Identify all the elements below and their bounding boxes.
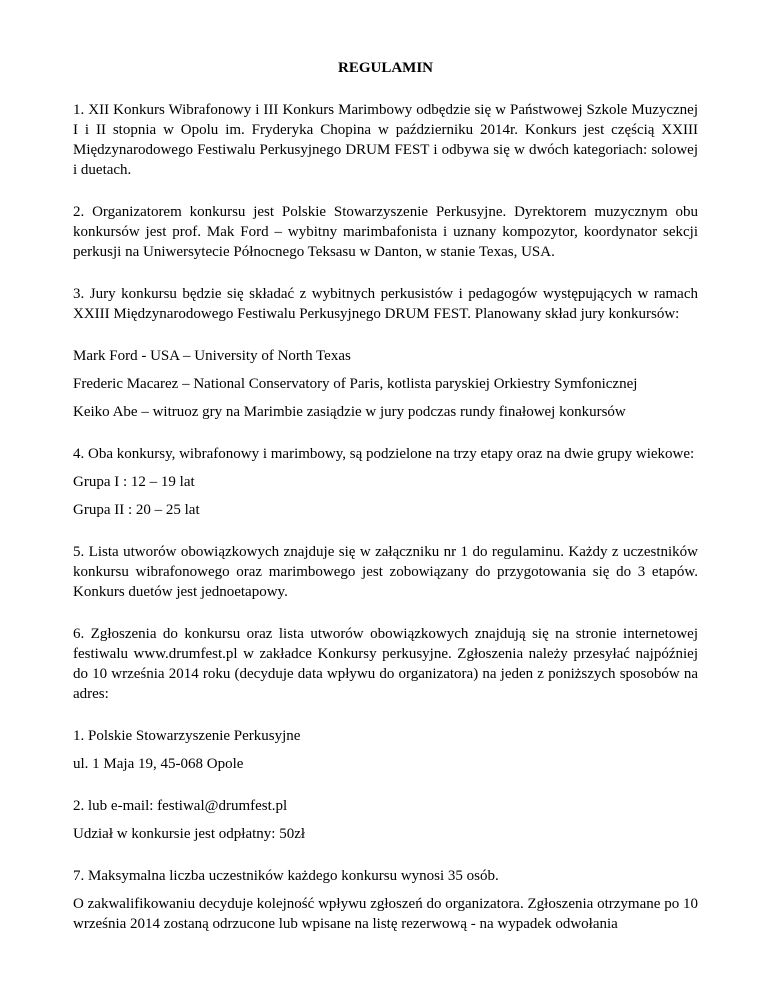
jury-list	[73, 346, 698, 422]
document-page	[73, 58, 698, 934]
paragraph-2: 2. Organizatorem konkursu jest Polskie Stowarzyszenie Perkusyjne. Dyrektorem muzycznym obu konkursów jest prof. Mak Ford – wybitny marimbafonista i uznany kompozytor, koordynator sekcji perkusji na Uniwersytecie Północnego Teksasu w Danton, w stanie Texas, USA.	[73, 204, 698, 260]
document-title: REGULAMIN	[337, 60, 433, 76]
contact-block	[73, 796, 698, 844]
jury-member: Frederic Macarez – National Conservatory of Paris, kotlista paryskiej Orkiestry Symfonicznej	[73, 376, 638, 392]
age-group: Grupa II : 20 – 25 lat	[73, 502, 200, 518]
paragraph-7-continued: O zakwalifikowaniu decyduje kolejność wpływu zgłoszeń do organizatora. Zgłoszenia otrzymane po 10 września 2014 zostaną odrzucone lub wpisane na listę rezerwową - na wypadek odwołania	[73, 896, 698, 932]
email-line: 2. lub e-mail: festiwal@drumfest.pl	[73, 798, 288, 814]
paragraph-7: 7. Maksymalna liczba uczestników każdego konkursu wynosi 35 osób.	[73, 868, 499, 884]
paragraph-3: 3. Jury konkursu będzie się składać z wybitnych perkusistów i pedagogów występujących w ramach XXIII Międzynarodowego Festiwalu Perkusyjnego DRUM FEST. Planowany skład jury konkursów:	[73, 286, 698, 322]
jury-member: Mark Ford - USA – University of North Texas	[73, 348, 351, 364]
paragraph-1: 1. XII Konkurs Wibrafonowy i III Konkurs Marimbowy odbędzie się w Państwowej Szkole Muzycznej I i II stopnia w Opolu im. Fryderyka Chopina w październiku 2014r. Konkurs jest częścią XXIII Międzynarodowego Festiwalu Perkusyjnego DRUM FEST i odbywa się w dwóch kategoriach: solowej i duetach.	[73, 102, 698, 178]
paragraph-6: 6. Zgłoszenia do konkursu oraz lista utworów obowiązkowych znajdują się na stronie internetowej festiwalu www.drumfest.pl w zakładce Konkursy perkusyjne. Zgłoszenia należy przesyłać najpóźniej do 10 września 2014 roku (decyduje data wpływu do organizatora) na jeden z poniższych sposobów na adres:	[73, 626, 698, 702]
age-groups	[73, 472, 698, 520]
jury-member: Keiko Abe – witruoz gry na Marimbie zasiądzie w jury podczas rundy finałowej konkursów	[73, 404, 626, 420]
paragraph-5: 5. Lista utworów obowiązkowych znajduje się w załączniku nr 1 do regulaminu. Każdy z uczestników konkursu wibrafonowego oraz marimbowego jest zobowiązany do przygotowania się do 3 etapów. Konkurs duetów jest jednoetapowy.	[73, 544, 698, 600]
address-street: ul. 1 Maja 19, 45-068 Opole	[73, 756, 244, 772]
paragraph-4: 4. Oba konkursy, wibrafonowy i marimbowy, są podzielone na trzy etapy oraz na dwie grupy wiekowe:	[73, 446, 695, 462]
address-name: 1. Polskie Stowarzyszenie Perkusyjne	[73, 728, 301, 744]
age-group: Grupa I : 12 – 19 lat	[73, 474, 195, 490]
address-block	[73, 726, 698, 774]
fee-line: Udział w konkursie jest odpłatny: 50zł	[73, 826, 306, 842]
